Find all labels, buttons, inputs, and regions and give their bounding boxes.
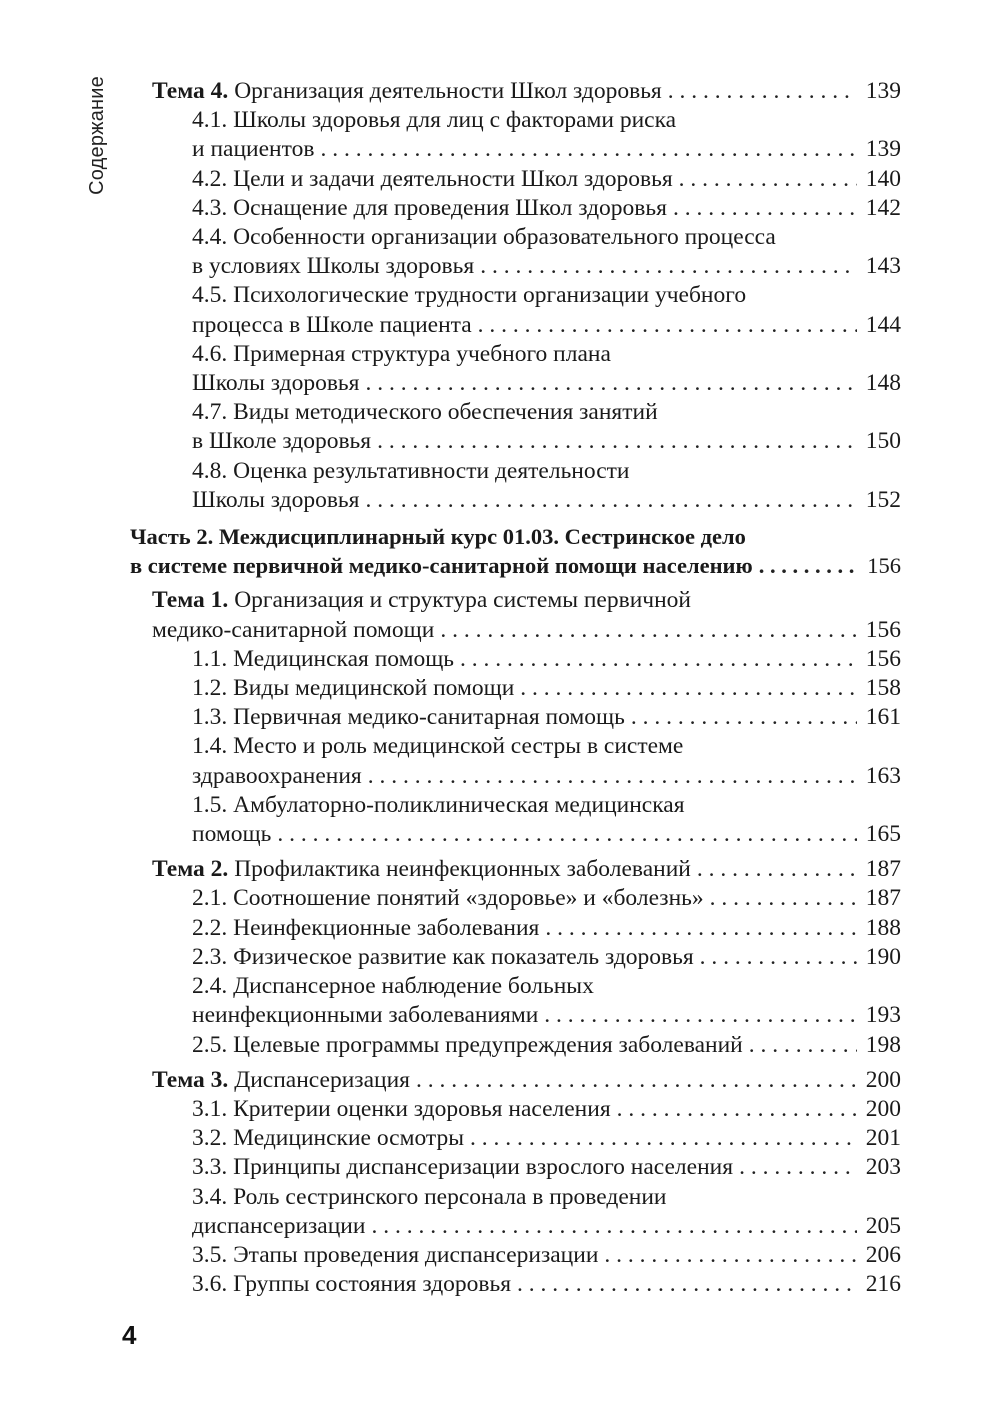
toc-entry-title — [192, 1153, 733, 1182]
toc-entry-text: 4.2. Цели и задачи деятельности Школ здоровья — [192, 165, 673, 192]
toc-entry-title — [192, 1183, 667, 1212]
toc-entry-text: 4.7. Виды методического обеспечения занятий — [192, 399, 658, 426]
toc-entry-text: Организация и структура системы первичной — [228, 587, 692, 614]
toc-page-number: 200 — [865, 1066, 901, 1093]
toc-entry-sub[interactable] — [130, 1095, 901, 1124]
toc-entry-tema[interactable] — [130, 855, 901, 884]
toc-entry-title — [192, 340, 611, 369]
toc-entry-sub[interactable] — [130, 165, 901, 194]
toc-entry-tema[interactable] — [130, 77, 901, 106]
toc-entry-line — [152, 616, 901, 645]
toc-entry-text: 3.3. Принципы диспансеризации взрослого населения — [192, 1154, 734, 1181]
toc-entry-text: 1.4. Место и роль медицинской сестры в системе — [192, 733, 684, 760]
toc-entry-line — [192, 674, 901, 703]
toc-topic-number: Тема 2. — [152, 856, 229, 883]
toc-topic-number: Тема 1. — [152, 587, 229, 614]
toc-entry-line — [192, 165, 901, 194]
toc-entry-title — [192, 281, 746, 310]
toc-entry-line — [152, 586, 901, 615]
toc-entry-text: 3.5. Этапы проведения диспансеризации — [192, 1241, 599, 1268]
toc-entry-text: Школы здоровья — [192, 370, 360, 397]
toc-page-number: 139 — [865, 136, 901, 163]
toc-page-number: 161 — [865, 704, 901, 731]
toc-entry-title — [192, 1212, 365, 1241]
toc-entry-text: 3.4. Роль сестринского персонала в проведении — [192, 1183, 667, 1210]
toc-entry-title — [192, 791, 685, 820]
toc-entry-text: Часть 2. Междисциплинарный курс 01.03. Сестринское дело — [130, 524, 746, 550]
toc-entry-line — [192, 820, 901, 849]
toc-entry-title — [192, 703, 625, 732]
dot-leader — [460, 645, 857, 674]
toc-page-number: 205 — [865, 1212, 901, 1239]
toc-entry-line — [192, 427, 901, 456]
toc-entry-sub[interactable] — [130, 703, 901, 732]
toc-entry-line — [192, 486, 901, 515]
toc-page-number: 152 — [865, 486, 901, 513]
toc-entry-text: 3.2. Медицинские осмотры — [192, 1125, 464, 1152]
toc-entry-text: 4.6. Примерная структура учебного плана — [192, 340, 611, 367]
toc-entry-line — [192, 943, 901, 972]
toc-entry-line — [192, 1001, 901, 1030]
toc-entry-line — [192, 398, 901, 427]
toc-entry-line — [130, 551, 901, 580]
toc-entry-tema[interactable] — [130, 1066, 901, 1095]
toc-entry-title — [130, 522, 746, 551]
dot-leader — [710, 884, 857, 913]
toc-entry-sub[interactable] — [130, 1183, 901, 1241]
toc-page-number: 188 — [865, 914, 901, 941]
toc-entry-text: в системе первичной медико-санитарной помощи населению — [130, 553, 753, 579]
toc-entry-text: 4.3. Оснащение для проведения Школ здоровья — [192, 194, 667, 221]
dot-leader — [700, 943, 857, 972]
toc-page-number: 139 — [865, 78, 901, 104]
toc-entry-line — [192, 1241, 901, 1270]
section-side-label: Содержание — [86, 76, 108, 195]
toc-page-number: 158 — [865, 675, 901, 702]
dot-leader — [320, 135, 857, 164]
toc-entry-text: 4.5. Психологические трудности организации учебного — [192, 282, 747, 309]
toc-entry-text: Школы здоровья — [192, 486, 360, 513]
toc-page-number: 163 — [865, 762, 901, 789]
toc-entry-line — [192, 732, 901, 761]
dot-leader — [517, 1270, 857, 1299]
toc-entry-sub[interactable] — [130, 106, 901, 164]
toc-entry-text: 3.6. Группы состояния здоровья — [192, 1271, 512, 1298]
toc-entry-line — [192, 762, 901, 791]
toc-entry-text: Профилактика неинфекционных заболеваний — [228, 856, 691, 883]
toc-page-number: 187 — [865, 856, 901, 883]
toc-entry-text: диспансеризации — [192, 1212, 366, 1239]
toc-entry-line — [192, 135, 901, 164]
toc-page-number: 216 — [865, 1271, 901, 1298]
toc-entry-text: процесса в Школе пациента — [192, 311, 472, 338]
toc-entry-sub[interactable] — [130, 645, 901, 674]
toc-entry-title — [192, 732, 683, 761]
dot-leader — [697, 855, 857, 884]
dot-leader — [544, 1001, 857, 1030]
toc-entry-title — [192, 106, 676, 135]
toc-entry-line — [192, 1124, 901, 1153]
toc-topic-number: Тема 4. — [152, 78, 229, 104]
dot-leader — [277, 820, 857, 849]
dot-leader — [365, 486, 857, 515]
toc-entry-title — [192, 645, 454, 674]
toc-entry-text: 4.1. Школы здоровья для лиц с факторами риска — [192, 107, 677, 134]
toc-page-number: 156 — [867, 553, 901, 579]
dot-leader — [679, 165, 857, 194]
toc-entry-line — [192, 884, 901, 913]
toc-page-number: 187 — [865, 885, 901, 912]
toc-entry-tema[interactable] — [130, 586, 901, 644]
toc-entry-title — [130, 551, 753, 580]
toc-entry-title — [192, 1031, 743, 1060]
toc-entry-line — [192, 1270, 901, 1299]
toc-page-number: 156 — [865, 616, 901, 643]
toc-entry-sub[interactable] — [130, 884, 901, 913]
toc-entry-line — [152, 1066, 901, 1095]
toc-entry-text: неинфекционными заболеваниями — [192, 1002, 539, 1029]
toc-entry-line — [192, 1212, 901, 1241]
toc-page-number: 144 — [865, 311, 901, 338]
dot-leader — [368, 762, 857, 791]
toc-entry-text: 1.5. Амбулаторно-поликлиническая медицинская — [192, 791, 685, 818]
toc-entry-title — [192, 884, 704, 913]
toc-entry-sub[interactable] — [130, 1153, 901, 1182]
toc-page-number: 193 — [865, 1002, 901, 1029]
dot-leader — [673, 194, 857, 223]
toc-entry-title — [192, 427, 371, 456]
dot-leader — [440, 616, 857, 645]
toc-entry-text: 2.5. Целевые программы предупреждения заболеваний — [192, 1031, 743, 1058]
toc-page-number: 140 — [865, 165, 901, 192]
toc-entry-text: 2.2. Неинфекционные заболевания — [192, 914, 540, 941]
toc-entry-text: 2.4. Диспансерное наблюдение больных — [192, 973, 594, 1000]
toc-page-number: 156 — [865, 645, 901, 672]
toc-entry-line — [192, 791, 901, 820]
toc-entry-text: 2.3. Физическое развитие как показатель здоровья — [192, 943, 694, 970]
toc-entry-line — [192, 340, 901, 369]
toc-entry-title — [152, 77, 662, 106]
toc-entry-line — [152, 855, 901, 884]
toc-entry-sub[interactable] — [130, 914, 901, 943]
toc-entry-text: 4.8. Оценка результативности деятельности — [192, 457, 630, 484]
toc-entry-text: помощь — [192, 821, 272, 848]
toc-entry-text: Организация деятельности Школ здоровья — [228, 78, 662, 104]
toc-entry-title — [192, 486, 359, 515]
toc-page-number: 206 — [865, 1241, 901, 1268]
toc-page-number: 198 — [865, 1031, 901, 1058]
toc-entry-line — [192, 914, 901, 943]
toc-entry-line — [192, 1183, 901, 1212]
toc-entry-text: Диспансеризация — [228, 1066, 410, 1093]
toc-entry-title — [192, 972, 594, 1001]
dot-leader — [365, 369, 857, 398]
toc-entry-line — [192, 106, 901, 135]
toc-entry-text: 1.1. Медицинская помощь — [192, 645, 455, 672]
toc-entry-line — [192, 645, 901, 674]
toc-entry-sub[interactable] — [130, 1124, 901, 1153]
toc-entry-line — [152, 77, 901, 106]
toc-entry-line — [192, 369, 901, 398]
toc-entry-part[interactable] — [130, 522, 901, 580]
toc-entry-sub[interactable] — [130, 340, 901, 398]
dot-leader — [480, 252, 857, 281]
dot-leader — [739, 1153, 857, 1182]
toc-entry-sub[interactable] — [130, 1241, 901, 1270]
dot-leader — [749, 1031, 857, 1060]
toc-entry-sub[interactable] — [130, 223, 901, 281]
toc-entry-title — [192, 369, 359, 398]
toc-page-number: 142 — [865, 194, 901, 221]
toc-entry-text: и пациентов — [192, 136, 315, 163]
toc-entry-title — [192, 762, 362, 791]
toc-entry-line — [192, 1153, 901, 1182]
dot-leader — [617, 1095, 857, 1124]
toc-entry-title — [192, 1124, 464, 1153]
toc-entry-sub[interactable] — [130, 791, 901, 849]
toc-page-number: 190 — [865, 943, 901, 970]
toc-entry-line — [130, 522, 901, 551]
dot-leader — [520, 674, 857, 703]
toc-page-number: 200 — [865, 1095, 901, 1122]
toc-page-number: 150 — [865, 428, 901, 455]
toc-entry-line — [192, 281, 901, 310]
dot-leader — [478, 311, 857, 340]
toc-entry-line — [192, 252, 901, 281]
toc-entry-title — [192, 311, 472, 340]
dot-leader — [668, 77, 857, 106]
toc-page-number: 143 — [865, 253, 901, 280]
toc-entry-line — [192, 194, 901, 223]
toc-entry-title — [192, 135, 314, 164]
toc-entry-sub[interactable] — [130, 194, 901, 223]
toc-entry-title — [192, 820, 271, 849]
toc-entry-title — [192, 457, 629, 486]
toc-entry-sub[interactable] — [130, 281, 901, 339]
page-number: 4 — [122, 1320, 137, 1350]
toc-entry-title — [192, 943, 694, 972]
toc-entry-line — [192, 1031, 901, 1060]
toc-entry-line — [192, 457, 901, 486]
toc-entry-text: 3.1. Критерии оценки здоровья населения — [192, 1095, 611, 1122]
dot-leader — [371, 1212, 857, 1241]
toc-page-number: 148 — [865, 370, 901, 397]
toc-entry-text: 1.2. Виды медицинской помощи — [192, 675, 515, 702]
toc-entry-title — [192, 1095, 611, 1124]
toc-entry-line — [192, 703, 901, 732]
toc-entry-title — [192, 1001, 538, 1030]
toc-entry-title — [192, 1241, 598, 1270]
dot-leader — [604, 1241, 857, 1270]
toc-entry-text: 4.4. Особенности организации образовательного процесса — [192, 224, 776, 251]
toc-entry-title — [192, 1270, 511, 1299]
toc-entry-title — [192, 252, 474, 281]
toc-entry-text: 2.1. Соотношение понятий «здоровье» и «болезнь» — [192, 885, 704, 912]
toc-entry-line — [192, 972, 901, 1001]
dot-leader — [416, 1066, 857, 1095]
toc-entry-sub[interactable] — [130, 1031, 901, 1060]
toc-entry-sub[interactable] — [130, 943, 901, 972]
toc-topic-number: Тема 3. — [152, 1066, 229, 1093]
toc-entry-text: медико-санитарной помощи — [152, 616, 435, 643]
toc-entry-line — [192, 311, 901, 340]
toc-entry-title — [192, 914, 539, 943]
toc-entry-text: в Школе здоровья — [192, 428, 372, 455]
toc-entry-title — [192, 674, 514, 703]
table-of-contents — [130, 77, 901, 1299]
toc-entry-sub[interactable] — [130, 398, 901, 456]
toc-entry-title — [152, 586, 691, 615]
toc-entry-text: в условиях Школы здоровья — [192, 253, 475, 280]
toc-entry-sub[interactable] — [130, 674, 901, 703]
dot-leader — [377, 427, 857, 456]
toc-entry-line — [192, 1095, 901, 1124]
toc-entry-sub[interactable] — [130, 457, 901, 515]
toc-entry-title — [192, 398, 658, 427]
toc-entry-text: здравоохранения — [192, 762, 362, 789]
dot-leader — [631, 703, 857, 732]
toc-entry-title — [192, 165, 673, 194]
toc-entry-title — [152, 1066, 410, 1095]
toc-entry-title — [192, 223, 776, 252]
toc-entry-text: 1.3. Первичная медико-санитарная помощь — [192, 704, 625, 731]
toc-page-number: 201 — [865, 1125, 901, 1152]
toc-entry-sub[interactable] — [130, 732, 901, 790]
toc-page-number: 203 — [865, 1154, 901, 1181]
toc-entry-line — [192, 223, 901, 252]
toc-entry-sub[interactable] — [130, 1270, 901, 1299]
toc-entry-title — [192, 194, 667, 223]
toc-page-number: 165 — [865, 821, 901, 848]
toc-entry-sub[interactable] — [130, 972, 901, 1030]
dot-leader — [759, 551, 857, 580]
toc-entry-title — [152, 616, 434, 645]
dot-leader — [470, 1124, 857, 1153]
toc-entry-title — [152, 855, 691, 884]
dot-leader — [545, 914, 857, 943]
